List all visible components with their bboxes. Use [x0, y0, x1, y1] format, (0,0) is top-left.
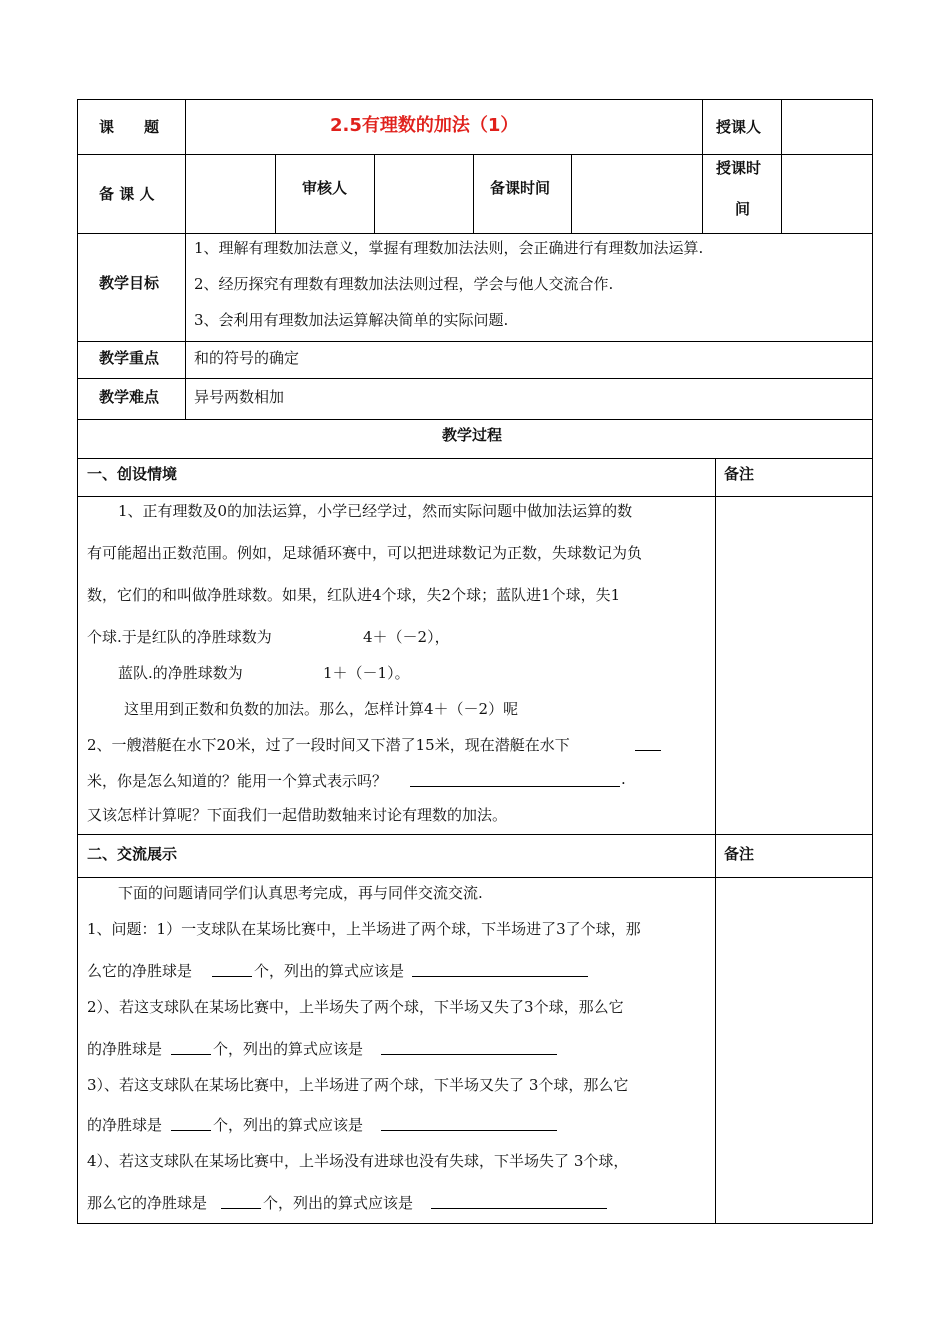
q4-goal-blank[interactable] [221, 1193, 261, 1209]
q4-expression-blank[interactable] [431, 1193, 607, 1209]
objective-item-1: 1、理解有理数加法意义，掌握有理数加法法则，会正确进行有理数加法运算. [194, 239, 704, 257]
section1-line-8-end: . [621, 770, 626, 788]
blue-team-expression: 1＋（－1）。 [323, 664, 410, 682]
key-point-text: 和的符号的确定 [194, 349, 300, 367]
rule-row9 [77, 877, 873, 878]
question-4-line-1: 4）、若这支球队在某场比赛中，上半场没有进球也没有失球，下半场失了 3个球， [87, 1152, 629, 1170]
section1-line-3: 数，它们的和叫做净胜球数。如果，红队进4个球，失2个球；蓝队进1个球，失1 [87, 586, 621, 604]
difficulty-label: 教学难点 [99, 388, 160, 406]
question-1-line-2a: 么它的净胜球是 [87, 962, 193, 980]
rule-row4 [77, 378, 873, 379]
rule-prep-a [275, 154, 276, 233]
section2-note-label: 备注 [724, 845, 755, 863]
rule-top [77, 99, 873, 100]
question-3-line-2a: 的净胜球是 [87, 1116, 163, 1134]
question-3-line-2b: 个，列出的算式应该是 [213, 1116, 364, 1134]
process-title: 教学过程 [442, 426, 503, 444]
rule-row7 [77, 496, 873, 497]
answer-blank-depth[interactable] [635, 735, 661, 751]
question-4-line-2b: 个，列出的算式应该是 [263, 1194, 414, 1212]
q2-expression-blank[interactable] [381, 1039, 557, 1055]
q1-goal-blank[interactable] [212, 961, 252, 977]
lecturer-label: 授课人 [716, 118, 762, 136]
rule-prep-d [571, 154, 572, 233]
objective-item-3: 3、会利用有理数加法运算解决简单的实际问题. [194, 311, 509, 329]
lesson-title: 2.5有理数的加法（1） [330, 115, 519, 136]
section1-line-7: 2、一艘潜艇在水下20米，过了一段时间又下潜了15米，现在潜艇在水下 [87, 736, 570, 754]
question-1-line-2b: 个，列出的算式应该是 [254, 962, 405, 980]
section1-title: 一、创设情境 [87, 465, 178, 483]
section1-line-4: 个球.于是红队的净胜球数为 [87, 628, 272, 646]
rule-bottom [77, 1223, 873, 1224]
question-2-line-2b: 个，列出的算式应该是 [213, 1040, 364, 1058]
q1-expression-blank[interactable] [412, 961, 588, 977]
rule-prep-c [473, 154, 474, 233]
lecture-time-label-1: 授课时 [716, 159, 762, 177]
question-3-line-1: 3）、若这支球队在某场比赛中，上半场进了两个球，下半场又失了 3个球，那么它 [87, 1076, 629, 1094]
section1-line-8: 米，你是怎么知道的？能用一个算式表示吗？ [87, 772, 388, 790]
section1-line-5: 蓝队.的净胜球数为 [118, 664, 243, 682]
rule-row8 [77, 834, 873, 835]
section1-note-label: 备注 [724, 465, 755, 483]
prep-time-label: 备课时间 [490, 179, 551, 197]
q2-goal-blank[interactable] [171, 1039, 211, 1055]
question-2-line-2a: 的净胜球是 [87, 1040, 163, 1058]
section2-title: 二、交流展示 [87, 845, 178, 863]
rule-note-col [715, 458, 716, 1224]
rule-label-col [185, 99, 186, 419]
objectives-label: 教学目标 [99, 274, 160, 292]
lecture-time-label-2: 间 [735, 200, 751, 218]
q3-goal-blank[interactable] [171, 1115, 211, 1131]
red-team-expression: 4＋（－2）， [363, 628, 450, 646]
rule-row5 [77, 419, 873, 420]
rule-left [77, 99, 78, 1224]
question-4-line-2a: 那么它的净胜球是 [87, 1194, 208, 1212]
rule-lecturer-right [781, 99, 782, 233]
section2-intro: 下面的问题请同学们认真思考完成，再与同伴交流交流. [118, 884, 483, 902]
section1-line-9: 又该怎样计算呢？下面我们一起借助数轴来讨论有理数的加法。 [87, 806, 508, 824]
question-1-line-1: 1、问题：1）一支球队在某场比赛中，上半场进了两个球，下半场进了3了个球，那 [87, 920, 641, 938]
answer-blank-expression[interactable] [410, 771, 620, 787]
section1-line-1: 1、正有理数及0的加法运算，小学已经学过，然而实际问题中做加法运算的数 [118, 502, 633, 520]
objective-item-2: 2、经历探究有理数有理数加法法则过程，学会与他人交流合作. [194, 275, 614, 293]
section1-line-2: 有可能超出正数范围。例如，足球循环赛中，可以把进球数记为正数，失球数记为负 [87, 544, 643, 562]
rule-row1 [77, 154, 873, 155]
q3-expression-blank[interactable] [381, 1115, 557, 1131]
rule-row3 [77, 341, 873, 342]
rule-row2 [77, 233, 873, 234]
reviewer-label: 审核人 [302, 179, 348, 197]
rule-prep-b [374, 154, 375, 233]
difficulty-text: 异号两数相加 [194, 388, 285, 406]
topic-label: 课 题 [99, 118, 160, 136]
section1-line-6: 这里用到正数和负数的加法。那么，怎样计算4＋（－2）呢 [124, 700, 519, 718]
rule-title-right [702, 99, 703, 233]
question-2-line-1: 2）、若这支球队在某场比赛中，上半场失了两个球，下半场又失了3个球，那么它 [87, 998, 624, 1016]
rule-row6 [77, 458, 873, 459]
rule-right [872, 99, 873, 1224]
key-point-label: 教学重点 [99, 349, 160, 367]
preparer-label: 备 课 人 [99, 185, 155, 203]
